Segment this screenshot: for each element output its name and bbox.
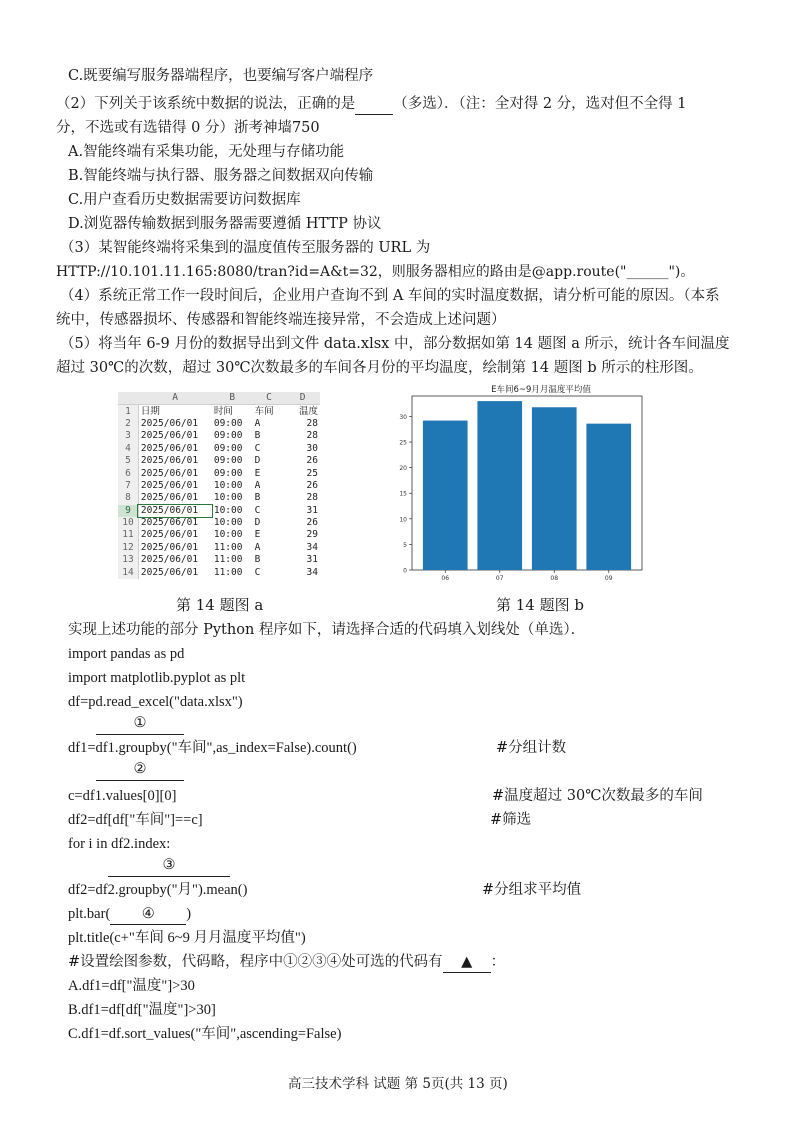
sheet-cell[interactable]: A [254, 417, 261, 429]
sheet-cell[interactable]: 10:00 [213, 529, 243, 541]
sheet-cell[interactable]: 09:00 [213, 430, 243, 442]
sheet-cell[interactable]: 2025/06/01 [140, 479, 199, 491]
sheet-cell[interactable]: 2025/06/01 [140, 566, 199, 578]
bar-07 [477, 401, 522, 570]
spreadsheet-figure [118, 392, 320, 580]
sheet-cell[interactable]: 09:00 [213, 417, 243, 429]
sheet-row [118, 455, 320, 467]
question-2-note: （多选）．（注：全对得 2 分，选对但不全得 1 [393, 96, 687, 112]
caption-a: 第 14 题图 a [176, 596, 264, 614]
y-tick-label: 15 [399, 490, 407, 498]
caption-b: 第 14 题图 b [496, 596, 584, 614]
code-line-title: plt.title(c+"车间 6~9 月月温度平均值") [68, 930, 306, 946]
sheet-cell[interactable]: 25 [306, 467, 318, 479]
comment-group-mean: #分组求平均值 [482, 882, 582, 898]
code-option-a: A.df1=df["温度"]>30 [68, 978, 195, 994]
sheet-cell[interactable]: 34 [306, 541, 318, 553]
sheet-cell[interactable]: B [254, 554, 261, 566]
sheet-cell[interactable]: 2025/06/01 [140, 554, 199, 566]
bar-06 [423, 421, 468, 570]
slot-2-label: ② [133, 761, 147, 777]
sheet-column-letter[interactable]: B [212, 392, 253, 405]
sheet-cell[interactable]: E [254, 467, 261, 479]
sheet-cell[interactable]: 29 [306, 529, 318, 541]
sheet-cell[interactable]: 2025/06/01 [140, 442, 199, 454]
sheet-column-letter[interactable]: D [285, 392, 320, 405]
sheet-row [118, 405, 320, 418]
sheet-cell[interactable]: 26 [306, 479, 318, 491]
answer-blank[interactable] [355, 94, 393, 115]
y-tick-label: 25 [399, 439, 407, 447]
sheet-cell[interactable]: D [254, 517, 261, 529]
sheet-row-number[interactable]: 12 [118, 542, 138, 554]
sheet-row-number[interactable]: 9 [118, 505, 138, 517]
sheet-cell[interactable]: 日期 [140, 405, 160, 417]
comment-group-count: #分组计数 [496, 740, 567, 756]
sheet-cell[interactable]: C [254, 442, 261, 454]
sheet-cell[interactable]: 31 [306, 554, 318, 566]
sheet-cell[interactable]: 2025/06/01 [140, 541, 199, 553]
sheet-row [118, 492, 320, 504]
sheet-row [118, 554, 320, 566]
sheet-cell[interactable]: 10:00 [213, 492, 243, 504]
code-line-values: c=df1.values[0][0] [68, 788, 177, 804]
sheet-cell[interactable]: 2025/06/01 [140, 417, 199, 429]
sheet-row-number[interactable]: 14 [118, 566, 138, 578]
sheet-cell[interactable]: 26 [306, 517, 318, 529]
comment-max-workshop: #温度超过 30℃次数最多的车间 [492, 788, 703, 804]
sheet-row [118, 566, 320, 578]
sheet-cell[interactable]: 30 [306, 442, 318, 454]
y-tick-label: 10 [399, 516, 407, 524]
sheet-cell[interactable]: 2025/06/01 [138, 505, 211, 517]
comment-filter: #筛选 [490, 812, 532, 828]
sheet-row-number[interactable]: 10 [118, 517, 138, 529]
y-tick-label: 0 [403, 567, 407, 575]
option-d: D.浏览器传输数据到服务器需要遵循 HTTP 协议 [68, 216, 382, 232]
sheet-cell[interactable]: 2025/06/01 [140, 455, 199, 467]
sheet-cell[interactable]: 车间 [254, 405, 274, 417]
question-4-text: （4）系统正常工作一段时间后，企业用户查询不到 A 车间的实时温度数据，请分析可能的原因。（本系 [60, 288, 720, 304]
sheet-cell[interactable]: B [254, 430, 261, 442]
sheet-cell[interactable]: 10:00 [213, 479, 243, 491]
sheet-cell[interactable]: E [254, 529, 261, 541]
sheet-cell[interactable]: A [254, 479, 261, 491]
x-tick-label: 07 [495, 575, 504, 582]
sheet-row [118, 467, 320, 479]
x-tick-label: 08 [550, 575, 559, 582]
sheet-cell[interactable]: 28 [306, 417, 318, 429]
answer-blank-triangle[interactable] [443, 952, 491, 973]
code-line-options-prompt [68, 952, 505, 973]
sheet-cell[interactable]: 温度 [298, 405, 318, 417]
code-line-bar [68, 904, 191, 925]
sheet-cell[interactable]: 26 [306, 455, 318, 467]
sheet-row [118, 418, 320, 430]
sheet-row-number[interactable]: 7 [118, 480, 138, 492]
code-option-b: B.df1=df[df["温度"]>30] [68, 1002, 216, 1018]
options-prompt-text: #设置绘图参数，代码略，程序中①②③④处可选的代码有 [68, 954, 443, 970]
slot-1-label: ① [133, 715, 147, 731]
bar-call-start: plt.bar( [68, 906, 111, 922]
sheet-column-header-row [118, 392, 320, 405]
question-2-line [56, 94, 687, 115]
x-tick-label: 06 [441, 575, 450, 582]
sheet-cell[interactable]: 09:00 [213, 467, 243, 479]
sheet-cell[interactable]: 11:00 [213, 541, 243, 553]
sheet-row [118, 505, 320, 517]
sheet-cell[interactable]: C [254, 504, 261, 516]
sheet-row-number[interactable]: 4 [118, 443, 138, 455]
sheet-cell[interactable]: A [254, 541, 261, 553]
sheet-cell[interactable]: 09:00 [213, 455, 243, 467]
bar-call-end: ) [186, 906, 192, 922]
sheet-row [118, 542, 320, 554]
code-line-import-pandas: import pandas as pd [68, 646, 185, 662]
sheet-column-letter[interactable] [118, 392, 138, 405]
sheet-cell[interactable]: 31 [306, 504, 318, 516]
code-line-import-plt: import matplotlib.pyplot as plt [68, 670, 246, 686]
question-5-text: （5）将当年 6-9 月份的数据导出到文件 data.xlsx 中，部分数据如第 14 题图 a 所示，统计各车间温度 [60, 336, 730, 352]
bar-chart [396, 382, 658, 588]
sheet-cell[interactable]: 2025/06/01 [140, 517, 199, 529]
code-line-groupby-mean: df2=df2.groupby("月").mean() [68, 882, 248, 898]
sheet-cell[interactable]: 11:00 [213, 566, 243, 578]
code-slot-3[interactable] [108, 856, 230, 877]
code-slot-1[interactable] [96, 714, 184, 735]
option-c: C.用户查看历史数据需要访问数据库 [68, 192, 301, 208]
sheet-cell[interactable]: 09:00 [213, 442, 243, 454]
y-tick-label: 30 [399, 413, 407, 421]
question-2-text: （2）下列关于该系统中数据的说法，正确的是 [56, 96, 356, 112]
sheet-row-number[interactable]: 2 [118, 418, 138, 430]
sheet-cell[interactable]: C [254, 566, 261, 578]
code-line-filter: df2=df[df["车间"]==c] [68, 812, 203, 828]
sheet-row-number[interactable]: 8 [118, 492, 138, 504]
sheet-cell[interactable]: 时间 [213, 405, 233, 417]
sheet-cell[interactable]: 10:00 [213, 504, 243, 516]
sheet-row-number[interactable]: 3 [118, 430, 138, 442]
sheet-cell[interactable]: D [254, 455, 261, 467]
slot-4-label: ④ [141, 906, 155, 922]
option-b: B.智能终端与执行器、服务器之间数据双向传输 [68, 168, 374, 184]
triangle-marker-icon: ▲ [461, 954, 473, 970]
sheet-cell[interactable]: 28 [306, 492, 318, 504]
sheet-row [118, 480, 320, 492]
question-2-note-cont: 分，不选或有选错得 0 分）浙考神墙750 [56, 120, 320, 136]
sheet-cell[interactable]: 2025/06/01 [140, 467, 199, 479]
sheet-cell[interactable]: 34 [306, 566, 318, 578]
sheet-cell[interactable]: 2025/06/01 [140, 430, 199, 442]
sheet-row [118, 529, 320, 541]
sheet-column-letter[interactable]: C [253, 392, 286, 405]
y-tick-label: 20 [399, 465, 407, 473]
option-a: A.智能终端有采集功能，无处理与存储功能 [68, 144, 345, 160]
code-slot-4[interactable] [110, 904, 186, 925]
page-footer: 高三技术学科 试题 第 5页(共 13 页) [288, 1076, 508, 1092]
code-intro: 实现上述功能的部分 Python 程序如下，请选择合适的代码填入划线处（单选）． [68, 622, 586, 638]
sheet-row [118, 443, 320, 455]
bar-09 [586, 424, 631, 570]
sheet-cell[interactable]: 10:00 [213, 517, 243, 529]
sheet-cell[interactable]: B [254, 492, 261, 504]
option-c-line: C.既要编写服务器端程序，也要编写客户端程序 [68, 68, 374, 84]
sheet-column-letter[interactable]: A [138, 392, 211, 405]
sheet-row-number[interactable]: 11 [118, 529, 138, 541]
y-tick-label: 5 [403, 541, 407, 549]
code-slot-2[interactable] [96, 760, 184, 781]
sheet-row-number[interactable]: 13 [118, 554, 138, 566]
sheet-cell[interactable]: 11:00 [213, 554, 243, 566]
question-3-url: HTTP://10.101.11.165:8080/tran?id=A&t=32，则服务器相应的路由是@app.route("______")。 [56, 264, 695, 280]
question-3-text: （3）某智能终端将采集到的温度值传至服务器的 URL 为 [60, 240, 431, 256]
code-line-read-excel: df=pd.read_excel("data.xlsx") [68, 694, 243, 710]
options-prompt-colon: ： [490, 954, 506, 970]
bar-08 [532, 407, 577, 570]
sheet-cell[interactable]: 2025/06/01 [140, 492, 199, 504]
sheet-row [118, 517, 320, 529]
code-line-for-loop: for i in df2.index: [68, 836, 171, 852]
x-tick-label: 09 [604, 575, 613, 582]
sheet-row-number[interactable]: 1 [118, 405, 138, 418]
question-4-note: 统中，传感器损坏、传感器和智能终端连接异常，不会造成上述问题） [56, 312, 506, 328]
sheet-row-number[interactable]: 5 [118, 455, 138, 467]
code-option-c: C.df1=df.sort_values("车间",ascending=False) [68, 1026, 342, 1042]
code-line-groupby-count: df1=df1.groupby("车间",as_index=False).count() [68, 740, 357, 756]
sheet-cell[interactable]: 28 [306, 430, 318, 442]
slot-3-label: ③ [162, 857, 176, 873]
sheet-row-number[interactable]: 6 [118, 467, 138, 479]
question-5-text-cont: 超过 30℃的次数，超过 30℃次数最多的车间各月份的平均温度，绘制第 14 题图 b 所示的柱形图。 [56, 360, 703, 376]
sheet-row [118, 430, 320, 442]
chart-title: E车间6~9月月温度平均值 [491, 385, 591, 395]
sheet-cell[interactable]: 2025/06/01 [140, 529, 199, 541]
